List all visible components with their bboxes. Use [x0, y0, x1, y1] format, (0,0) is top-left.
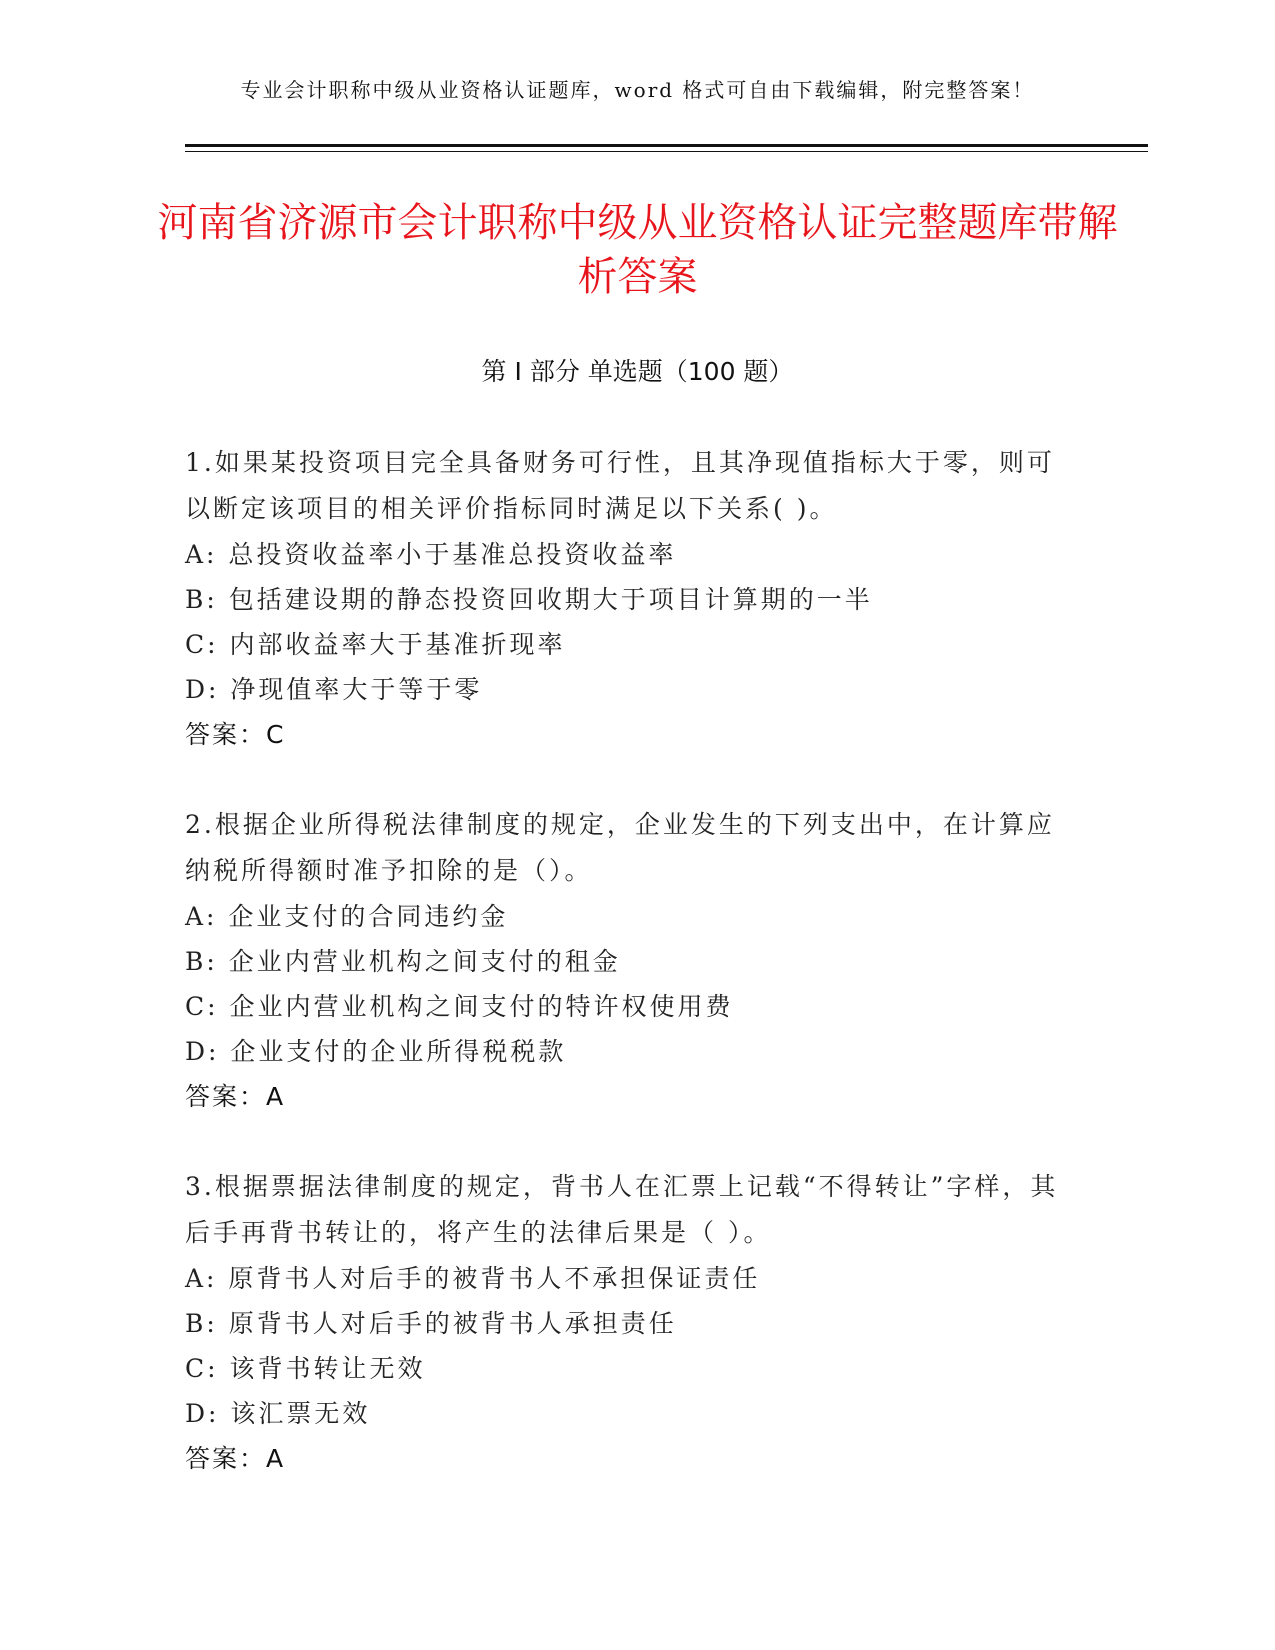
option-c: C: 企业内营业机构之间支付的特许权使用费	[185, 992, 734, 1021]
option-b: B: 原背书人对后手的被背书人承担责任	[185, 1309, 677, 1338]
question-1	[185, 440, 1075, 758]
option-d: D: 净现值率大于等于零	[185, 675, 483, 704]
option-c: C: 该背书转让无效	[185, 1354, 426, 1383]
answer-label: 答案：A	[185, 1444, 286, 1473]
question-2	[185, 802, 1075, 1120]
question-3	[185, 1164, 1075, 1482]
header-divider-thick	[185, 144, 1148, 147]
option-a: A: 总投资收益率小于基准总投资收益率	[185, 540, 677, 569]
option-d: D: 该汇票无效	[185, 1399, 371, 1428]
question-text: 1.如果某投资项目完全具备财务可行性，且其净现值指标大于零，则可以断定该项目的相关评价指标同时满足以下关系( )。	[185, 448, 1055, 523]
question-list	[185, 440, 1075, 1526]
option-b: B: 企业内营业机构之间支付的租金	[185, 947, 621, 976]
option-b: B: 包括建设期的静态投资回收期大于项目计算期的一半	[185, 585, 873, 614]
option-a: A: 原背书人对后手的被背书人不承担保证责任	[185, 1264, 761, 1293]
header-divider-thin	[185, 151, 1148, 152]
page-header-text: 专业会计职称中级从业资格认证题库，word 格式可自由下载编辑，附完整答案！	[240, 78, 1035, 102]
option-a: A: 企业支付的合同违约金	[185, 902, 509, 931]
question-text: 3.根据票据法律制度的规定，背书人在汇票上记载“不得转让”字样，其后手再背书转让的，将产生的法律后果是（ ）。	[185, 1172, 1059, 1247]
answer-label: 答案：C	[185, 720, 286, 749]
document-title: 河南省济源市会计职称中级从业资格认证完整题库带解析答案	[157, 200, 1118, 300]
option-d: D: 企业支付的企业所得税税款	[185, 1037, 567, 1066]
option-c: C: 内部收益率大于基准折现率	[185, 630, 566, 659]
section-heading: 第 I 部分 单选题（100 题）	[481, 357, 794, 386]
answer-label: 答案：A	[185, 1082, 286, 1111]
question-text: 2.根据企业所得税法律制度的规定，企业发生的下列支出中，在计算应纳税所得额时准予扣除的是（）。	[185, 810, 1055, 885]
